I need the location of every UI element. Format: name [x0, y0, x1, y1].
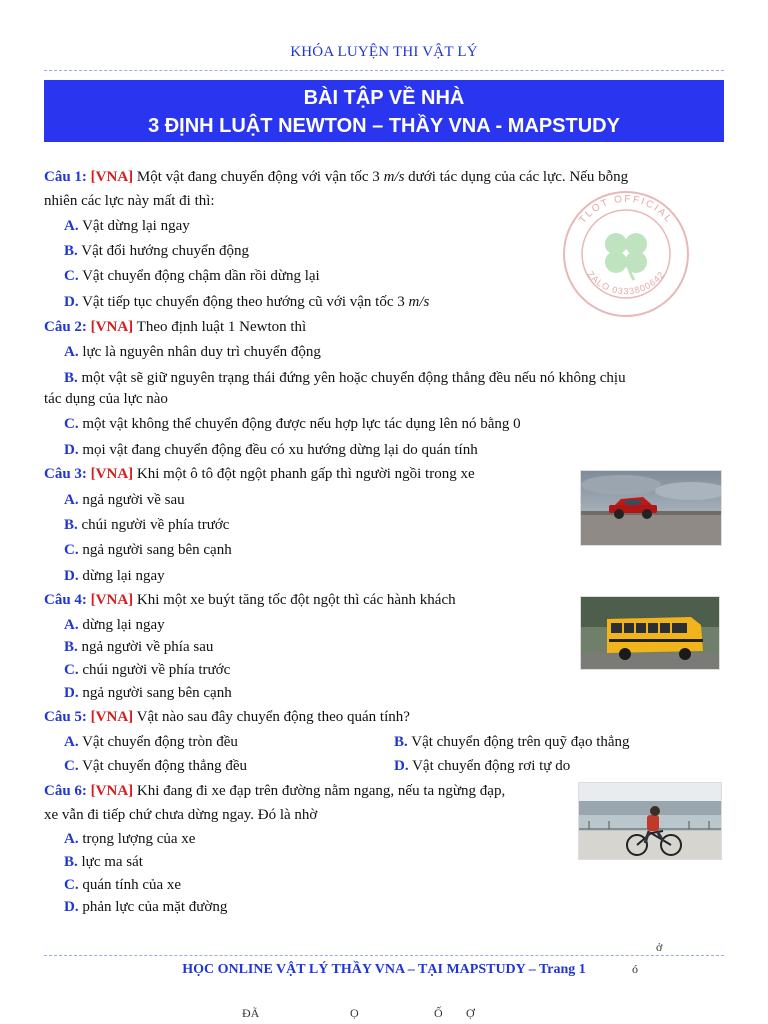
option-label: D.	[64, 442, 79, 458]
option-label: D.	[394, 758, 409, 774]
option-label: C.	[64, 542, 79, 558]
option-label: D.	[64, 899, 79, 915]
question-1-stem	[44, 167, 628, 187]
question-label: Câu 6:	[44, 783, 87, 799]
question-text: Khi đang đi xe đạp trên đường nằm ngang, nếu ta ngừng đạp,	[133, 783, 506, 799]
option-text: ngả người sang bên cạnh	[78, 685, 232, 701]
banner-title-line1: BÀI TẬP VỀ NHÀ	[303, 87, 465, 109]
option-text: phản lực của mặt đường	[78, 899, 228, 915]
question-3-stem	[44, 464, 475, 484]
option-text: ngả người về sau	[78, 492, 185, 508]
option-label: B.	[64, 854, 78, 870]
option-label: B.	[394, 734, 408, 750]
question-tag: [VNA]	[90, 169, 134, 185]
question-text: Theo định luật 1 Newton thì	[133, 319, 307, 335]
question-label: Câu 2:	[44, 319, 87, 335]
option-text: chúi người về phía trước	[78, 662, 231, 678]
question-tag: [VNA]	[90, 592, 134, 608]
car-photo-icon	[581, 471, 721, 545]
option-label: A.	[64, 831, 79, 847]
svg-text:ZALO 0333800642: ZALO 0333800642	[585, 269, 667, 297]
stray-mark: ó	[632, 962, 638, 976]
question-text: dưới tác dụng của các lực. Nếu bỗng	[404, 169, 629, 185]
car-braking-image	[580, 470, 722, 546]
stray-mark: ở	[656, 940, 663, 954]
option-label: A.	[64, 492, 79, 508]
header-divider	[44, 70, 724, 71]
question-text: Vật nào sau đây chuyển động theo quán tính?	[133, 709, 410, 725]
option-label: A.	[64, 218, 79, 234]
option-label: C.	[64, 877, 79, 893]
option-label: D.	[64, 568, 79, 584]
option-text: Vật dừng lại ngay	[78, 218, 190, 234]
option-label: D.	[64, 294, 79, 310]
question-text: Khi một ô tô đột ngột phanh gấp thì người ngồi trong xe	[133, 466, 475, 482]
option-label: B.	[64, 243, 78, 259]
question-5-stem	[44, 707, 410, 727]
question-4-option-b	[64, 637, 213, 657]
bottom-fragment: ĐÃ	[242, 1006, 260, 1020]
question-3-option-b	[64, 515, 229, 535]
question-label: Câu 1:	[44, 169, 87, 185]
question-text: Một vật đang chuyển động với vận tốc 3	[133, 169, 384, 185]
question-4-stem	[44, 590, 456, 610]
option-text: trọng lượng của xe	[78, 831, 196, 847]
option-text: một vật sẽ giữ nguyên trạng thái đứng yên hoặc chuyển động thẳng đều nếu nó không chịu	[77, 370, 626, 386]
question-3-option-d	[64, 566, 165, 586]
question-5-option-d	[394, 756, 570, 776]
question-5-option-a	[64, 732, 238, 752]
question-5-option-c	[64, 756, 247, 776]
question-2-option-b	[64, 368, 626, 388]
option-label: C.	[64, 416, 79, 432]
question-6-stem	[44, 781, 505, 801]
option-text: ngả người về phía sau	[77, 639, 214, 655]
school-bus-image	[580, 596, 720, 670]
question-6-option-b	[64, 852, 143, 872]
option-text: Vật chuyển động trên quỹ đạo thẳng	[407, 734, 630, 750]
question-1-option-c	[64, 266, 320, 286]
bicycle-photo-icon	[579, 783, 721, 859]
unit-text: m/s	[383, 169, 405, 185]
option-label: B.	[64, 639, 78, 655]
question-6-option-c	[64, 875, 181, 895]
option-text: Vật chuyển động rơi tự do	[408, 758, 571, 774]
option-text: dừng lại ngay	[78, 568, 165, 584]
question-text: Khi một xe buýt tăng tốc đột ngột thì các hành khách	[133, 592, 456, 608]
option-text: ngả người sang bên cạnh	[78, 542, 232, 558]
option-text: một vật không thể chuyển động được nếu hợp lực tác dụng lên nó bằng 0	[78, 416, 521, 432]
question-label: Câu 3:	[44, 466, 87, 482]
option-text: mọi vật đang chuyển động đều có xu hướng dừng lại do quán tính	[78, 442, 478, 458]
question-6-option-d	[64, 897, 227, 917]
option-label: D.	[64, 685, 79, 701]
question-2-option-c	[64, 414, 521, 434]
option-text: Vật chuyển động tròn đều	[78, 734, 238, 750]
question-2-option-b-cont: tác dụng của lực nào	[44, 391, 168, 407]
question-tag: [VNA]	[90, 783, 134, 799]
question-4-option-c	[64, 660, 230, 680]
option-text: Vật tiếp tục chuyển động theo hướng cũ với vận tốc 3	[78, 294, 409, 310]
bottom-fragment: Ọ	[350, 1006, 359, 1020]
question-2-option-d	[64, 440, 478, 460]
option-text: Vật đổi hướng chuyển động	[77, 243, 249, 259]
question-tag: [VNA]	[90, 709, 134, 725]
unit-text: m/s	[408, 294, 430, 310]
question-6-stem-line2: xe vẫn đi tiếp chứ chưa dừng ngay. Đó là nhờ	[44, 807, 318, 823]
question-1-option-d	[64, 292, 429, 312]
option-label: B.	[64, 370, 78, 386]
question-4-option-d	[64, 683, 232, 703]
option-label: B.	[64, 517, 78, 533]
question-tag: [VNA]	[90, 319, 134, 335]
stamp-seal-icon	[560, 188, 692, 320]
question-3-option-a	[64, 490, 185, 510]
page-footer: HỌC ONLINE VẬT LÝ THẦY VNA – TẠI MAPSTUDY – Trang 1	[182, 962, 586, 977]
banner-title-line2: 3 ĐỊNH LUẬT NEWTON – THẦY VNA - MAPSTUDY	[148, 115, 620, 137]
option-text: Vật chuyển động thẳng đều	[78, 758, 248, 774]
question-1-stem-line2: nhiên các lực này mất đi thì:	[44, 193, 215, 209]
question-1-option-b	[64, 241, 249, 261]
course-title: KHÓA LUYỆN THI VẬT LÝ	[290, 44, 478, 60]
option-text: chúi người về phía trước	[77, 517, 230, 533]
official-stamp	[560, 188, 692, 320]
option-label: C.	[64, 268, 79, 284]
option-text: Vật chuyển động chậm dần rồi dừng lại	[78, 268, 320, 284]
bicycle-rider-image	[578, 782, 722, 860]
option-label: A.	[64, 617, 79, 633]
option-label: A.	[64, 344, 79, 360]
option-text: lực ma sát	[77, 854, 143, 870]
option-text: dừng lại ngay	[78, 617, 165, 633]
question-2-option-a	[64, 342, 321, 362]
bottom-fragment: Ố	[434, 1006, 443, 1020]
question-6-option-a	[64, 829, 195, 849]
question-5-option-b	[394, 732, 630, 752]
option-text: quán tính của xe	[78, 877, 182, 893]
question-label: Câu 5:	[44, 709, 87, 725]
option-text: lực là nguyên nhân duy trì chuyển động	[78, 344, 321, 360]
option-label: C.	[64, 758, 79, 774]
bus-photo-icon	[581, 597, 719, 669]
title-banner	[44, 80, 724, 142]
bottom-fragment: Ợ	[466, 1006, 475, 1020]
question-4-option-a	[64, 615, 165, 635]
question-tag: [VNA]	[90, 466, 134, 482]
question-3-option-c	[64, 540, 232, 560]
svg-text:TLOT OFFICIAL: TLOT OFFICIAL	[577, 193, 675, 226]
footer-divider	[44, 955, 724, 956]
option-label: C.	[64, 662, 79, 678]
option-label: A.	[64, 734, 79, 750]
question-2-stem	[44, 317, 306, 337]
question-1-option-a	[64, 216, 190, 236]
question-label: Câu 4:	[44, 592, 87, 608]
